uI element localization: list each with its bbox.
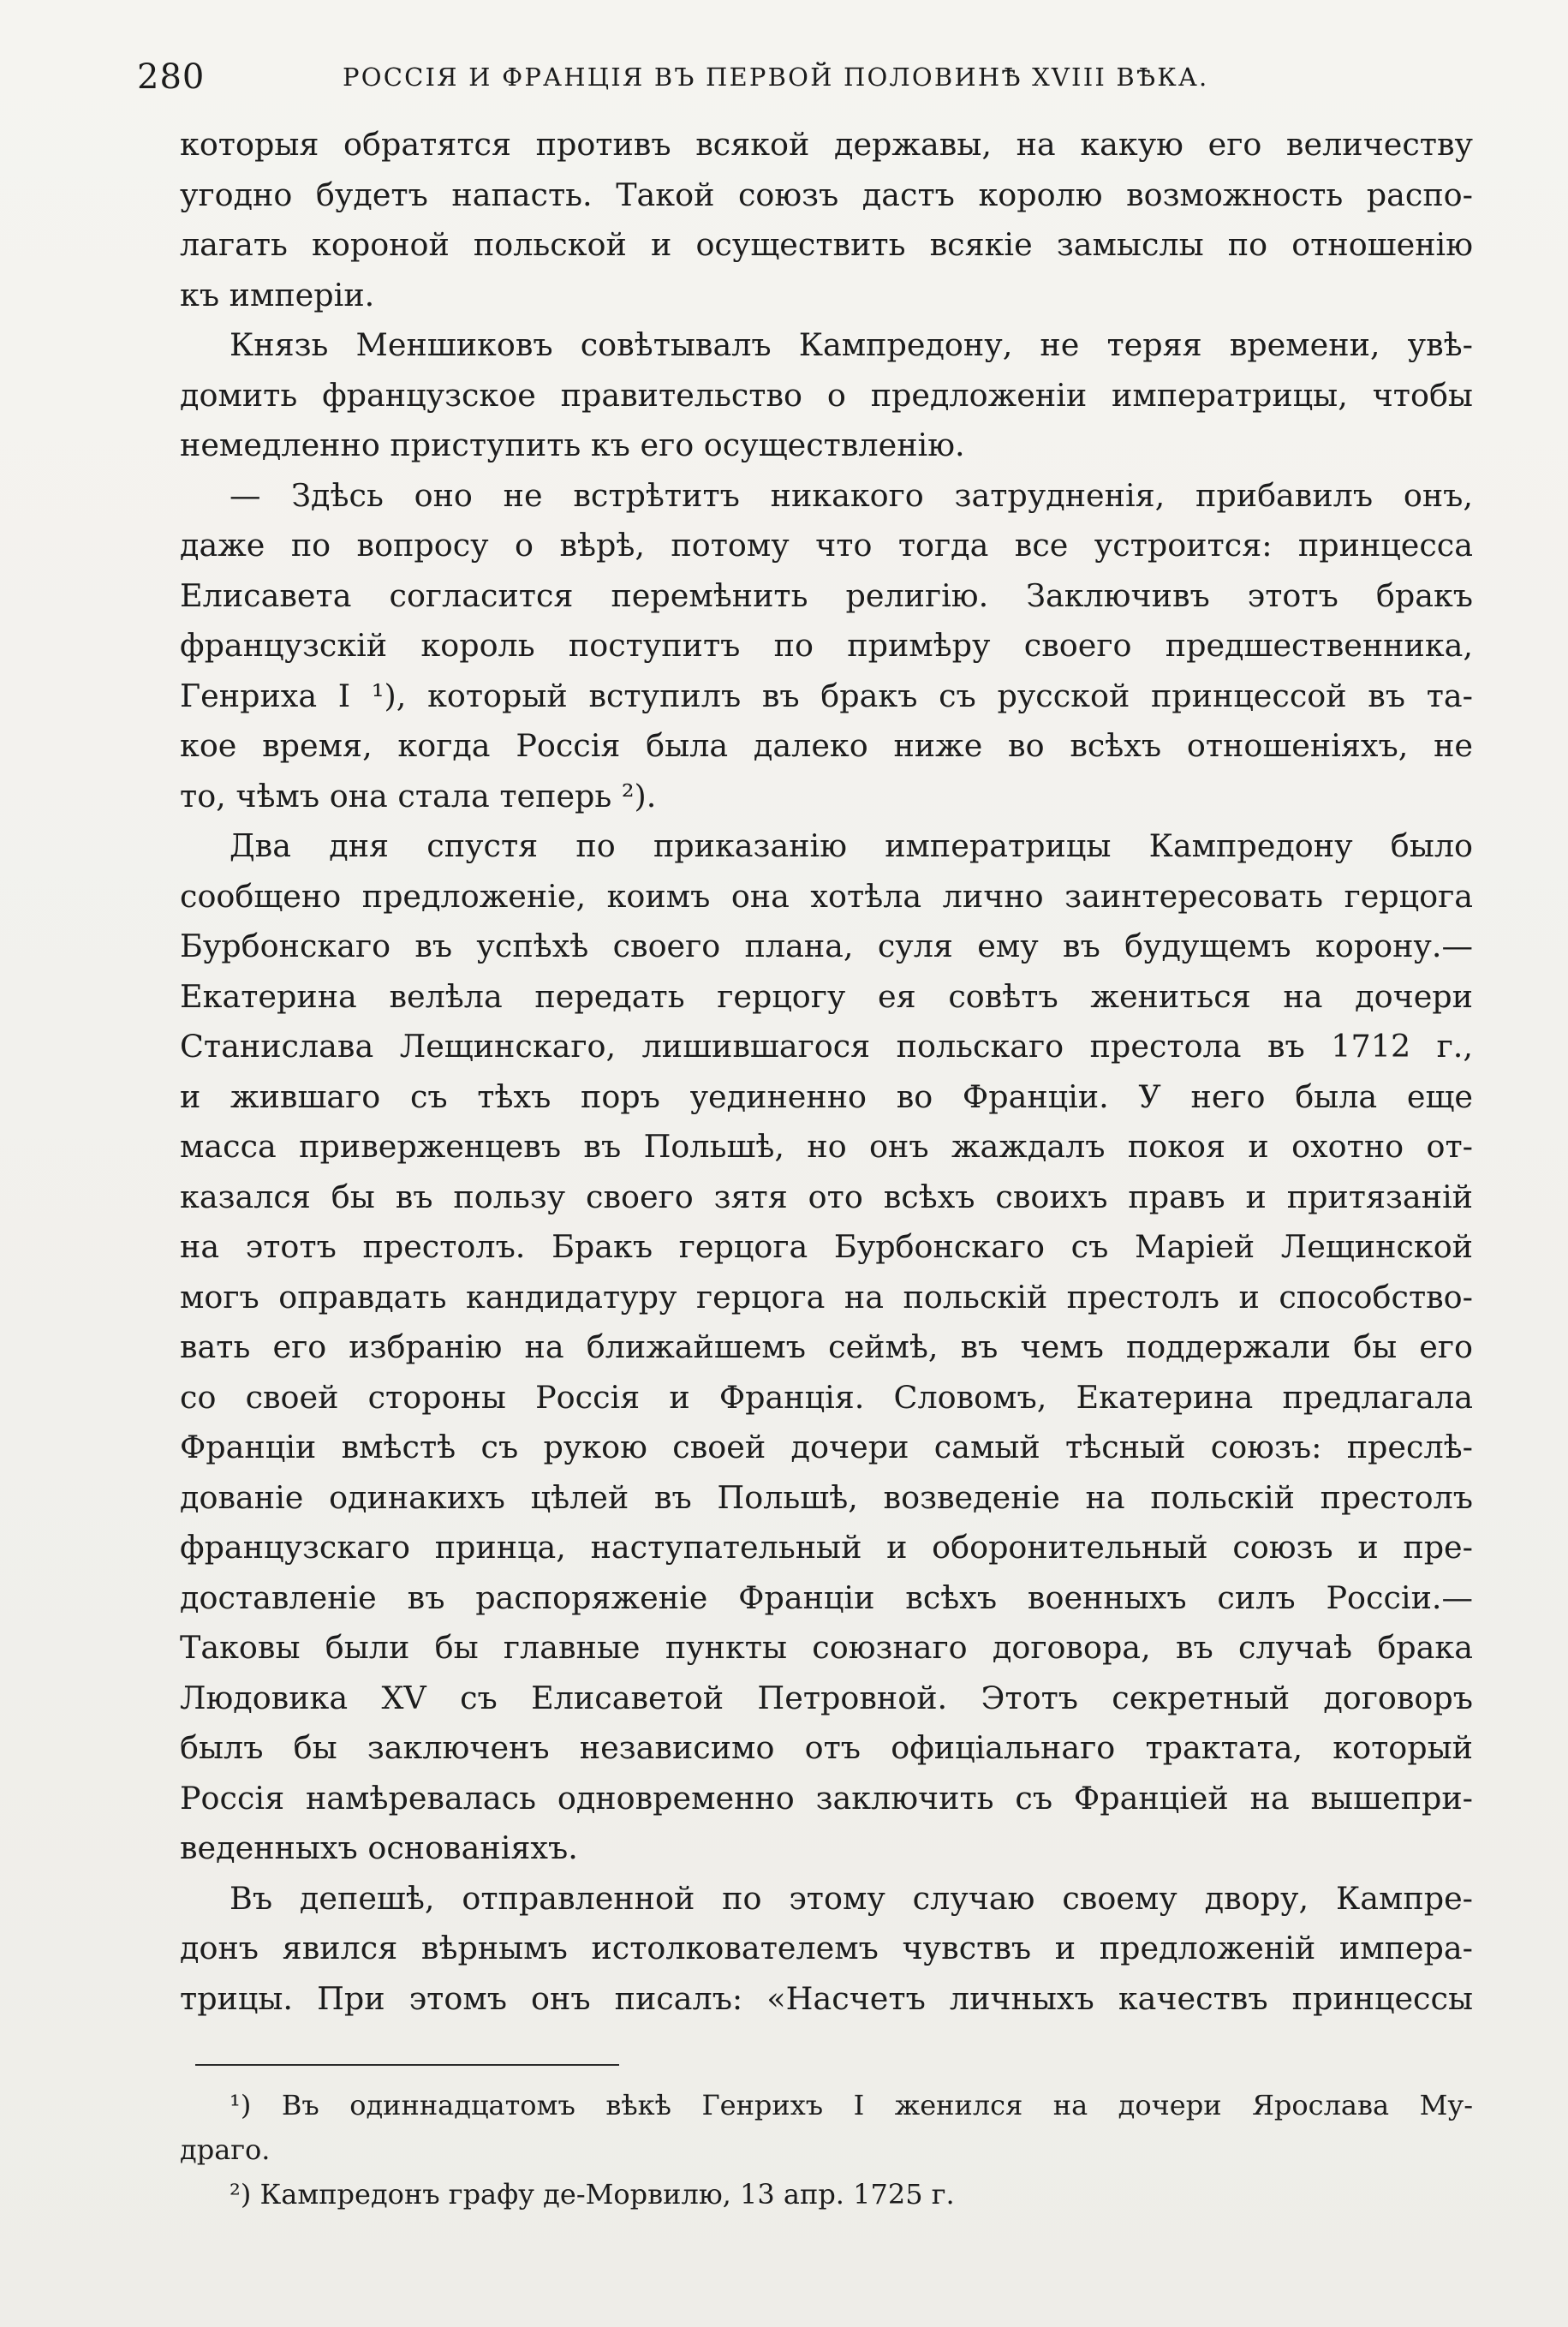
- text-line: казался бы въ пользу своего зятя ото всѣхъ своихъ правъ и притязаній: [180, 1178, 1473, 1215]
- page-number: 280: [137, 57, 206, 97]
- text-line: угодно будетъ напасть. Такой союзъ дастъ королю возможность распо-: [180, 176, 1473, 213]
- text-line: трицы. При этомъ онъ писалъ: «Насчетъ личныхъ качествъ принцессы: [180, 1979, 1473, 2017]
- text-line: Два дня спустя по приказанію императрицы Кампредону было: [230, 827, 1473, 864]
- text-line: могъ оправдать кандидатуру герцога на польскій престолъ и способство-: [180, 1278, 1473, 1316]
- text-line: Людовика XV съ Елисаветой Петровной. Этотъ секретный договоръ: [180, 1679, 1473, 1716]
- text-line: Станислава Лещинскаго, лишившагося польскаго престола въ 1712 г.,: [180, 1028, 1473, 1065]
- text-line: Бурбонскаго въ успѣхѣ своего плана, суля ему въ будущемъ корону.—: [180, 928, 1473, 964]
- text-line: — Здѣсь оно не встрѣтитъ никакого затрудненія, прибавилъ онъ,: [230, 476, 1473, 514]
- text-line: доставленіе въ распоряженіе Франціи всѣхъ военныхъ силъ Россіи.—: [180, 1578, 1473, 1616]
- text-line: французскаго принца, наступательный и оборонительный союзъ и пре-: [180, 1529, 1473, 1566]
- text-line: Елисавета согласится перемѣнить религію. Заключивъ этотъ бракъ: [180, 576, 1473, 614]
- text-line: и жившаго съ тѣхъ поръ уединенно во Франціи. У него была еще: [180, 1077, 1473, 1115]
- text-line: лагать короной польской и осуществить всякіе замыслы по отношенію: [180, 226, 1473, 263]
- text-line: Князь Меншиковъ совѣтывалъ Кампредону, не теряя времени, увѣ-: [230, 326, 1473, 363]
- text-line: вать его избранію на ближайшемъ сеймѣ, въ чемъ поддержали бы его: [180, 1328, 1473, 1365]
- text-line: веденныхъ основаніяхъ.: [180, 1829, 578, 1866]
- text-line: которыя обратятся противъ всякой державы, на какую его величеству: [180, 126, 1473, 163]
- page-header: [137, 51, 1473, 103]
- text-line: дованіе одинакихъ цѣлей въ Польшѣ, возведеніе на польскій престолъ: [180, 1478, 1473, 1516]
- text-line: немедленно приступить къ его осуществленію.: [180, 427, 965, 463]
- text-line: кое время, когда Россія была далеко ниже во всѣхъ отношеніяхъ, не: [180, 727, 1473, 764]
- text-line: донъ явился вѣрнымъ истолкователемъ чувствъ и предложеній импера-: [180, 1930, 1473, 1966]
- text-line: Генриха I ¹), который вступилъ въ бракъ съ русской принцессой въ та-: [180, 677, 1473, 714]
- body-text: [180, 120, 1473, 2024]
- footnote-divider: [195, 2064, 619, 2066]
- footnotes: [180, 2083, 1473, 2217]
- text-line: со своей стороны Россія и Франція. Словомъ, Екатерина предлагала: [180, 1378, 1473, 1416]
- footnote-line: ¹) Въ одиннадцатомъ вѣкѣ Генрихъ I женился на дочери Ярослава Му-: [230, 2089, 1473, 2121]
- text-line: домить французское правительство о предложеніи императрицы, чтобы: [180, 376, 1473, 414]
- text-line: масса приверженцевъ въ Польшѣ, но онъ жаждалъ покоя и охотно от-: [180, 1128, 1473, 1165]
- text-line: на этотъ престолъ. Бракъ герцога Бурбонскаго съ Маріей Лещинской: [180, 1228, 1473, 1265]
- text-line: даже по вопросу о вѣрѣ, потому что тогда все устроится: принцесса: [180, 527, 1473, 564]
- text-line: то, чѣмъ она стала теперь ²).: [180, 777, 657, 814]
- text-line: французскій король поступитъ по примѣру своего предшественника,: [180, 627, 1473, 664]
- running-title: РОССІЯ И ФРАНЦІЯ ВЪ ПЕРВОЙ ПОЛОВИНѢ XVIII ВѢКА.: [343, 63, 1209, 92]
- text-line: Франціи вмѣстѣ съ рукою своей дочери самый тѣсный союзъ: преслѣ-: [180, 1429, 1473, 1465]
- text-line: сообщено предложеніе, коимъ она хотѣла лично заинтересовать герцога: [180, 877, 1473, 915]
- text-line: Таковы были бы главные пункты союзнаго договора, въ случаѣ брака: [180, 1629, 1473, 1666]
- text-line: къ имперіи.: [180, 276, 375, 313]
- footnote-line: драго.: [180, 2133, 271, 2166]
- text-line: былъ бы заключенъ независимо отъ офиціальнаго трактата, который: [180, 1729, 1473, 1766]
- footnote-line: ²) Кампредонъ графу де-Морвилю, 13 апр. 1725 г.: [230, 2178, 955, 2211]
- text-line: Екатерина велѣла передать герцогу ея совѣтъ жениться на дочери: [180, 977, 1473, 1015]
- text-line: Въ депешѣ, отправленной по этому случаю своему двору, Кампре-: [230, 1879, 1473, 1917]
- text-line: Россія намѣревалась одновременно заключить съ Франціей на вышепри-: [180, 1779, 1473, 1817]
